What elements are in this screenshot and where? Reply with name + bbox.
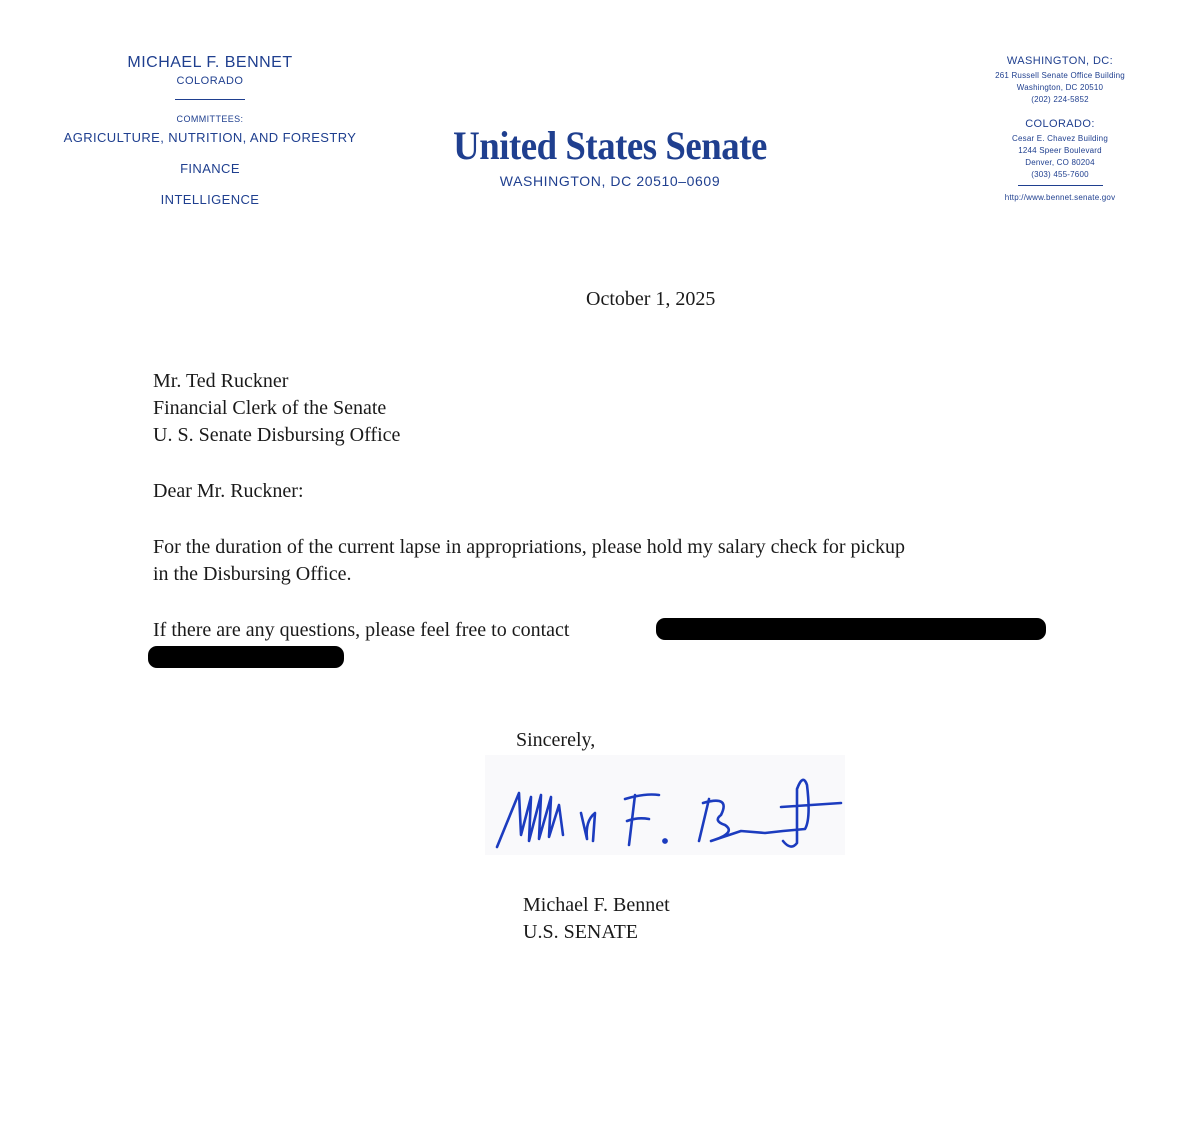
paragraph-line: in the Disbursing Office. bbox=[153, 563, 352, 585]
redaction-bar bbox=[656, 618, 1046, 640]
senator-state: COLORADO bbox=[176, 75, 244, 87]
handwritten-signature bbox=[485, 755, 845, 860]
signature-drawing bbox=[485, 755, 845, 855]
co-office-heading: COLORADO: bbox=[1025, 118, 1095, 130]
redaction-bar bbox=[148, 646, 344, 668]
paragraph-1 bbox=[153, 534, 905, 588]
signer-title: U.S. SENATE bbox=[523, 921, 639, 943]
committee-item: INTELLIGENCE bbox=[160, 192, 260, 207]
closing: Sincerely, bbox=[516, 729, 596, 751]
signature-dot bbox=[663, 839, 666, 842]
dc-office-line: (202) 224-5852 bbox=[1031, 95, 1089, 104]
co-office-line: Denver, CO 80204 bbox=[1025, 158, 1095, 167]
recipient-line: U. S. Senate Disbursing Office bbox=[153, 424, 401, 446]
salutation: Dear Mr. Ruckner: bbox=[153, 480, 304, 502]
co-office-line: Cesar E. Chavez Building bbox=[1012, 134, 1108, 143]
dc-office-heading: WASHINGTON, DC: bbox=[1006, 55, 1114, 67]
committees-label: COMMITTEES: bbox=[176, 114, 244, 124]
website-link[interactable]: http://www.bennet.senate.gov bbox=[1004, 193, 1116, 202]
co-office-line: 1244 Speer Boulevard bbox=[1018, 146, 1102, 155]
paragraph-2: If there are any questions, please feel free to contact bbox=[153, 619, 570, 641]
letterhead-left bbox=[40, 54, 380, 207]
recipient-line: Mr. Ted Ruckner bbox=[153, 370, 289, 392]
header-divider bbox=[175, 99, 245, 100]
address-divider bbox=[1018, 185, 1103, 186]
recipient-line: Financial Clerk of the Senate bbox=[153, 397, 387, 419]
paragraph-line: For the duration of the current lapse in appropriations, please hold my salary check for pickup bbox=[153, 536, 905, 558]
signer-block bbox=[523, 892, 670, 946]
letterhead-right bbox=[960, 55, 1160, 204]
dc-office-line: 261 Russell Senate Office Building bbox=[995, 71, 1125, 80]
senator-name-header: MICHAEL F. BENNET bbox=[127, 54, 293, 71]
letterhead-center bbox=[400, 122, 820, 189]
committee-item: FINANCE bbox=[180, 161, 240, 176]
letter-date: October 1, 2025 bbox=[586, 288, 716, 310]
dc-office-line: Washington, DC 20510 bbox=[1016, 83, 1104, 92]
committee-item: AGRICULTURE, NUTRITION, AND FORESTRY bbox=[63, 130, 357, 145]
recipient-block bbox=[153, 368, 400, 449]
signer-name: Michael F. Bennet bbox=[523, 894, 670, 916]
senate-address: WASHINGTON, DC 20510–0609 bbox=[499, 173, 721, 189]
co-office-line: (303) 455-7600 bbox=[1031, 170, 1089, 179]
senate-title: United States Senate bbox=[453, 123, 767, 168]
